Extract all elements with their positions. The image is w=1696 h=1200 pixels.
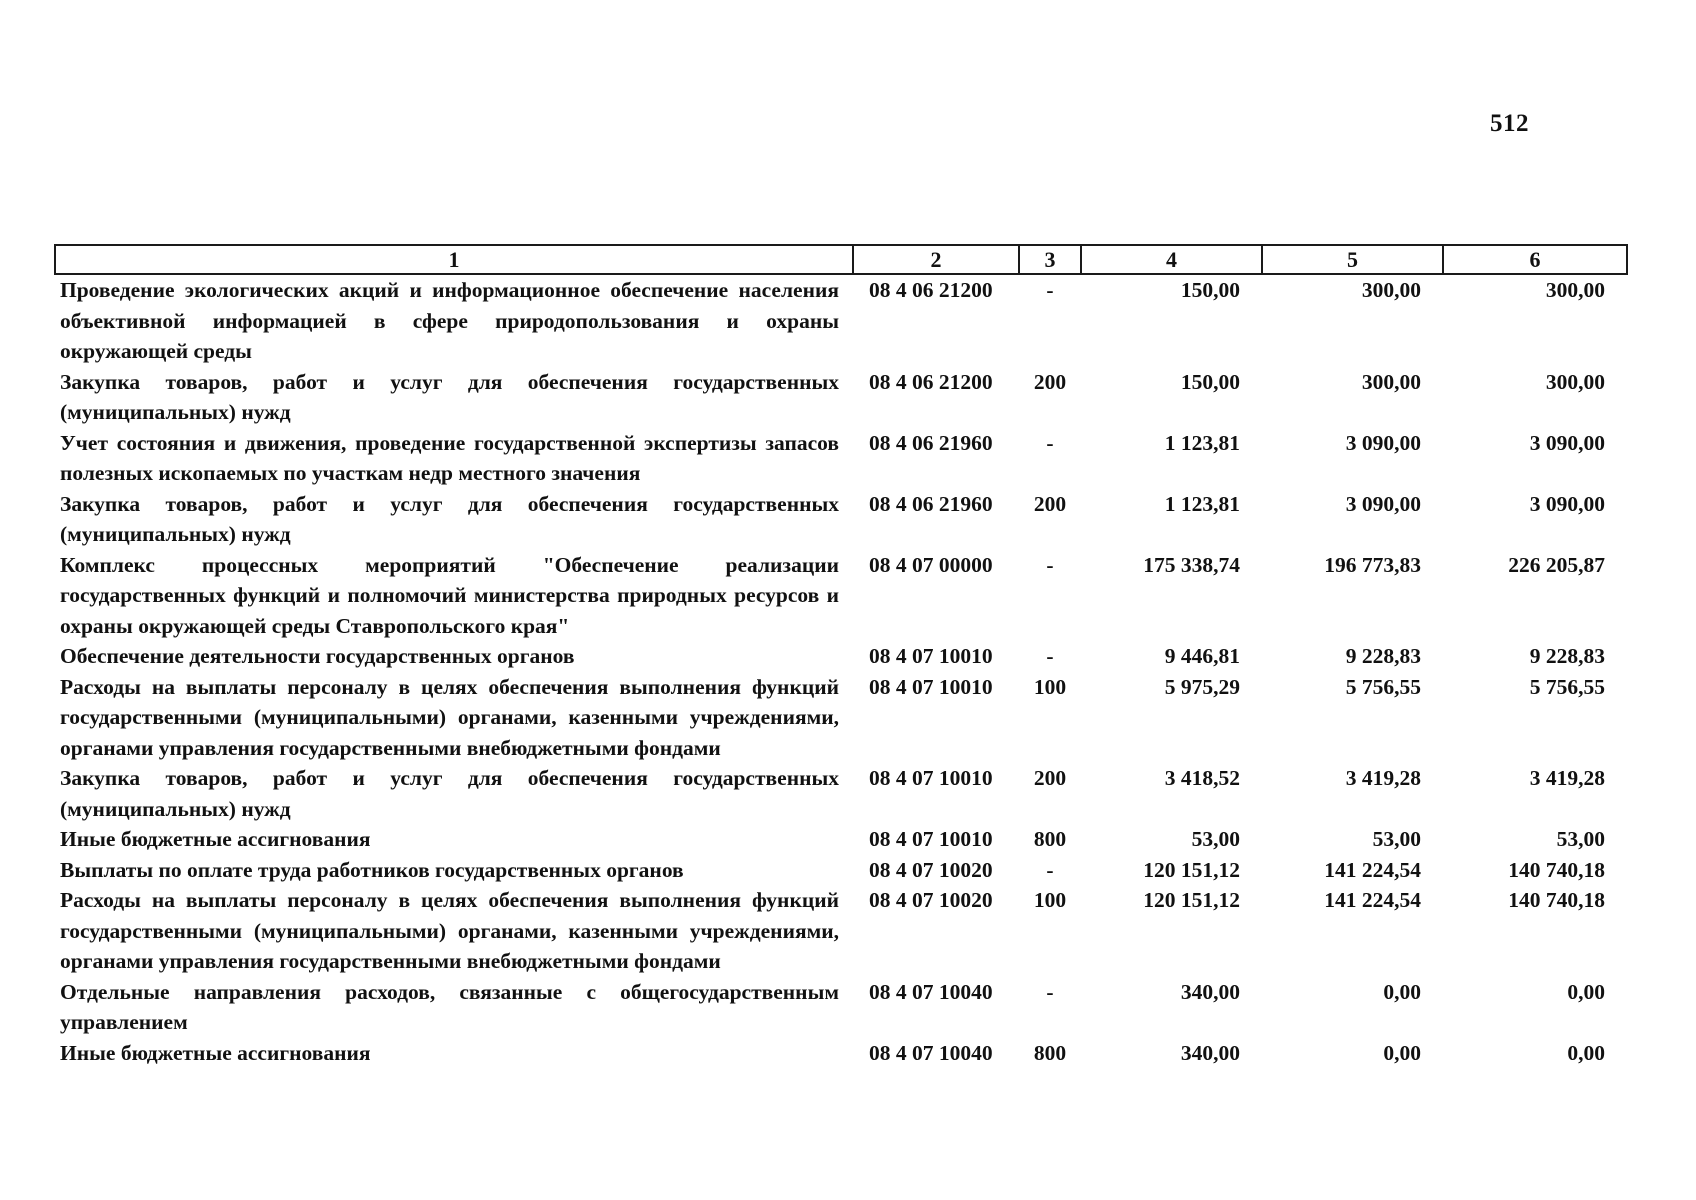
row-expense-type: - — [1046, 552, 1054, 577]
row-name: Расходы на выплаты персоналу в целях обеспечения выполнения функций государственными (муниципальными) органами, казенными учреждениями, органами управления государственными внебюджетными фондами — [60, 888, 839, 973]
row-name: Учет состояния и движения, проведение государственной экспертизы запасов полезных ископаемых по участкам недр местного значения — [60, 430, 839, 485]
row-code: 08 4 06 21960 — [869, 430, 993, 455]
row-expense-type: 200 — [1033, 766, 1067, 790]
row-expense-type: 200 — [1033, 491, 1067, 516]
row-name: Иные бюджетные ассигнования — [60, 827, 371, 851]
row-value-col4: 120 151,12 — [1143, 888, 1240, 912]
row-value-col4: 53,00 — [1191, 827, 1240, 851]
row-value-col5: 5 756,55 — [1345, 674, 1421, 699]
row-value-col4: 1 123,81 — [1164, 430, 1240, 455]
row-value-col6: 0,00 — [1567, 979, 1605, 1004]
row-value-col6: 226 205,87 — [1508, 552, 1605, 577]
row-value-col6: 3 419,28 — [1529, 766, 1605, 790]
header-col-2: 2 — [853, 245, 1019, 274]
row-code: 08 4 07 10040 — [869, 1040, 993, 1065]
row-value-col4: 5 975,29 — [1164, 674, 1240, 699]
table-row — [55, 550, 1627, 642]
row-name: Отдельные направления расходов, связанные с общегосударственным управлением — [60, 979, 839, 1034]
row-code: 08 4 06 21960 — [869, 491, 993, 516]
row-name: Закупка товаров, работ и услуг для обеспечения государственных (муниципальных) нужд — [60, 369, 839, 424]
row-expense-type: - — [1046, 979, 1054, 1004]
row-code: 08 4 07 10040 — [869, 979, 993, 1004]
row-code: 08 4 07 10010 — [869, 766, 993, 790]
row-value-col4: 150,00 — [1180, 278, 1240, 302]
row-value-col5: 0,00 — [1383, 1040, 1421, 1065]
row-code: 08 4 07 00000 — [869, 552, 993, 577]
row-expense-type: 200 — [1033, 369, 1067, 394]
header-col-6: 6 — [1443, 245, 1627, 274]
row-value-col4: 1 123,81 — [1164, 491, 1240, 516]
row-value-col5: 9 228,83 — [1345, 644, 1421, 668]
row-value-col4: 340,00 — [1180, 1040, 1240, 1065]
table-row — [55, 672, 1627, 764]
row-name: Проведение экологических акций и информационное обеспечение населения объективной информацией в сфере природопользования и охраны окружающей среды — [60, 278, 839, 363]
row-value-col6: 5 756,55 — [1529, 674, 1605, 699]
row-code: 08 4 07 10010 — [869, 644, 993, 668]
row-expense-type: - — [1046, 278, 1054, 302]
row-value-col6: 3 090,00 — [1529, 430, 1605, 455]
table-row — [55, 489, 1627, 550]
row-expense-type: 800 — [1033, 1040, 1067, 1065]
row-expense-type: - — [1046, 430, 1054, 455]
header-row — [55, 245, 1627, 274]
row-value-col4: 340,00 — [1180, 979, 1240, 1004]
row-value-col4: 175 338,74 — [1143, 552, 1240, 577]
row-value-col6: 300,00 — [1545, 369, 1605, 394]
row-name: Выплаты по оплате труда работников государственных органов — [60, 857, 684, 882]
row-value-col6: 9 228,83 — [1529, 644, 1605, 668]
budget-table — [54, 244, 1628, 1068]
table-row — [55, 367, 1627, 428]
table-body — [55, 274, 1627, 1068]
row-code: 08 4 06 21200 — [869, 278, 993, 302]
row-value-col6: 0,00 — [1567, 1040, 1605, 1065]
page-number: 512 — [1490, 110, 1529, 137]
row-value-col4: 9 446,81 — [1164, 644, 1240, 668]
table-row — [55, 641, 1627, 672]
row-expense-type: - — [1046, 644, 1054, 668]
table-row — [55, 977, 1627, 1038]
header-col-3: 3 — [1019, 245, 1081, 274]
table-row — [55, 855, 1627, 886]
header-col-5: 5 — [1262, 245, 1443, 274]
row-name: Расходы на выплаты персоналу в целях обеспечения выполнения функций государственными (муниципальными) органами, казенными учреждениями, органами управления государственными внебюджетными фондами — [60, 674, 839, 760]
row-value-col5: 3 090,00 — [1345, 491, 1421, 516]
row-name: Комплекс процессных мероприятий "Обеспечение реализации государственных функций и полномочий министерства природных ресурсов и охраны окружающей среды Ставропольского края" — [60, 552, 839, 638]
row-code: 08 4 07 10010 — [869, 674, 993, 699]
table-row — [55, 763, 1627, 824]
row-name: Закупка товаров, работ и услуг для обеспечения государственных (муниципальных) нужд — [60, 766, 839, 821]
row-value-col5: 141 224,54 — [1324, 857, 1421, 882]
row-expense-type: 800 — [1033, 827, 1067, 851]
table-row — [55, 824, 1627, 855]
row-name: Закупка товаров, работ и услуг для обеспечения государственных (муниципальных) нужд — [60, 491, 839, 546]
row-value-col5: 196 773,83 — [1324, 552, 1421, 577]
row-value-col4: 150,00 — [1180, 369, 1240, 394]
row-expense-type: - — [1046, 857, 1054, 882]
row-value-col4: 120 151,12 — [1143, 857, 1240, 882]
row-name: Обеспечение деятельности государственных органов — [60, 644, 575, 668]
row-value-col4: 3 418,52 — [1164, 766, 1240, 790]
row-value-col6: 300,00 — [1545, 278, 1605, 302]
table-row — [55, 1038, 1627, 1069]
row-value-col5: 300,00 — [1361, 278, 1421, 302]
header-col-1: 1 — [55, 245, 853, 274]
row-value-col5: 0,00 — [1383, 979, 1421, 1004]
row-value-col6: 3 090,00 — [1529, 491, 1605, 516]
row-code: 08 4 07 10020 — [869, 857, 993, 882]
row-code: 08 4 06 21200 — [869, 369, 993, 394]
row-value-col5: 53,00 — [1372, 827, 1421, 851]
row-value-col5: 141 224,54 — [1324, 888, 1421, 912]
row-value-col5: 300,00 — [1361, 369, 1421, 394]
row-name: Иные бюджетные ассигнования — [60, 1040, 371, 1065]
row-value-col5: 3 419,28 — [1345, 766, 1421, 790]
row-code: 08 4 07 10010 — [869, 827, 993, 851]
table-row — [55, 274, 1627, 367]
row-value-col5: 3 090,00 — [1345, 430, 1421, 455]
table-row — [55, 428, 1627, 489]
table-row — [55, 885, 1627, 977]
row-value-col6: 140 740,18 — [1508, 888, 1605, 912]
row-code: 08 4 07 10020 — [869, 888, 993, 912]
row-expense-type: 100 — [1033, 674, 1067, 699]
header-col-4: 4 — [1081, 245, 1262, 274]
table-header — [55, 245, 1627, 274]
row-value-col6: 53,00 — [1556, 827, 1605, 851]
row-expense-type: 100 — [1033, 888, 1067, 912]
row-value-col6: 140 740,18 — [1508, 857, 1605, 882]
